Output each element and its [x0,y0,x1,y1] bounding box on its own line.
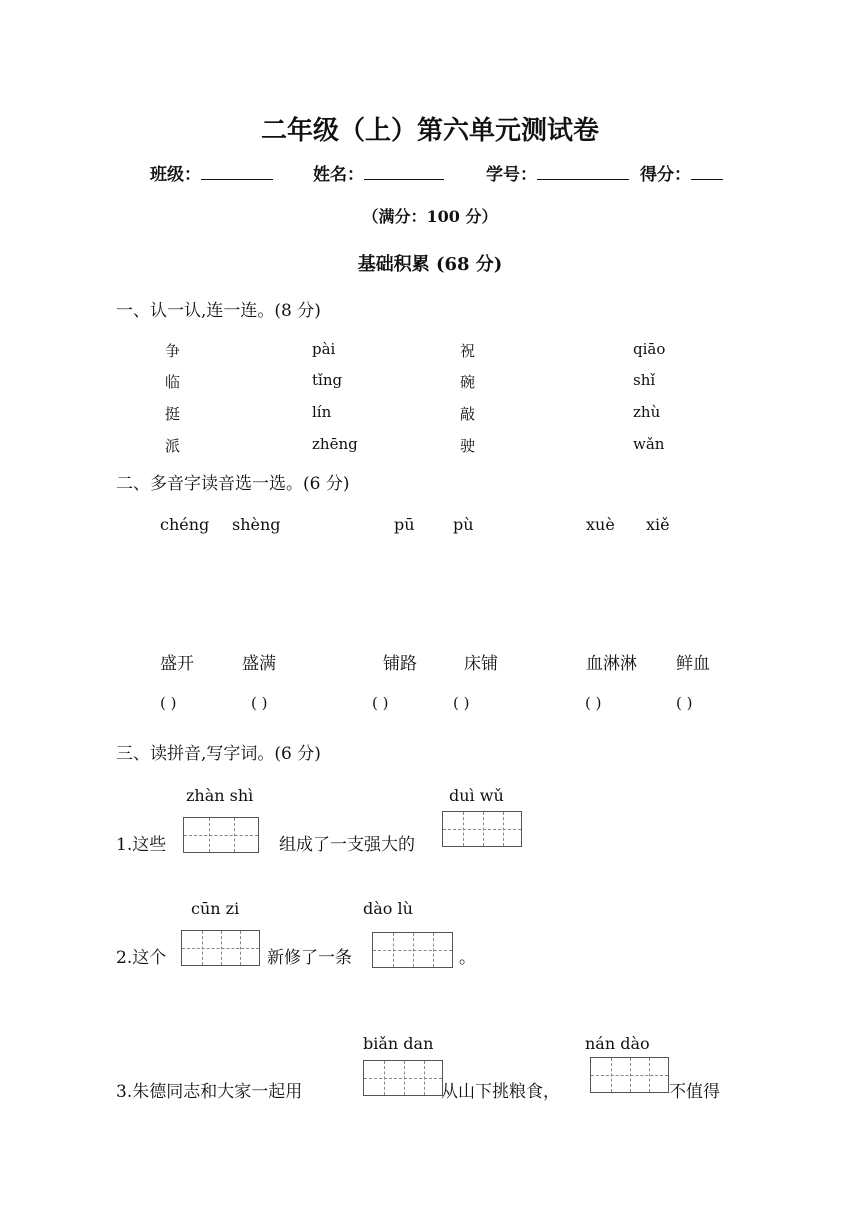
writing-grid[interactable] [590,1057,669,1093]
q3-sentence-prefix: 3.朱德同志和大家一起用 [116,1082,303,1102]
q1-char: 挺 [165,405,181,423]
q1-char: 碗 [460,373,476,391]
q3-sentence-middle: 从山下挑粮食， [441,1082,560,1102]
answer-parentheses[interactable]: ( ) [676,694,693,712]
page-title: 二年级（上）第六单元测试卷 [260,116,599,146]
q2-word: 鲜血 [676,654,710,674]
q1-char: 争 [165,342,181,360]
score-field [640,160,723,185]
q3-pinyin: cūn zi [191,899,240,918]
q3-sentence-middle: 组成了一支强大的 [279,835,415,855]
writing-grid[interactable] [442,811,522,847]
answer-parentheses[interactable]: ( ) [453,694,470,712]
q1-pinyin: lín [312,403,332,421]
answer-parentheses[interactable]: ( ) [372,694,389,712]
section-title: 基础积累 (68 分) [357,254,503,275]
id-field [486,160,629,185]
full-score: （满分：100 分） [362,207,498,226]
name-field [313,160,444,185]
score-label: 得分： [640,165,691,185]
q1-pinyin: qiāo [633,340,666,358]
q1-char: 驶 [460,437,476,455]
id-label: 学号： [486,165,537,185]
q3-sentence-end: 。 [459,948,476,968]
q1-char: 敲 [460,405,476,423]
q1-char: 临 [165,373,181,391]
q3-sentence-end: 不值得 [669,1082,720,1102]
answer-parentheses[interactable]: ( ) [585,694,602,712]
question-3-heading: 三、读拼音,写字词。(6 分) [116,744,321,764]
q1-char: 派 [165,437,181,455]
q3-pinyin: nán dào [585,1034,650,1053]
q2-word: 盛开 [160,654,194,674]
q1-pinyin: zhēng [312,435,358,453]
question-2-heading: 二、多音字读音选一选。(6 分) [116,474,350,494]
writing-grid[interactable] [183,817,259,853]
q1-pinyin: pài [312,340,336,358]
q3-pinyin: duì wǔ [449,786,504,805]
q2-pinyin: pū [394,515,415,534]
q2-pinyin: chéng [160,515,210,534]
q2-pinyin: xiě [646,515,670,534]
q3-sentence-middle: 新修了一条 [267,948,352,968]
class-field [150,160,273,185]
q2-word: 床铺 [464,654,498,674]
question-1-heading: 一、认一认,连一连。(8 分) [116,301,321,321]
q2-word: 血淋淋 [586,654,637,674]
q3-pinyin: dào lù [363,899,413,918]
name-label: 姓名： [313,165,364,185]
q3-pinyin: zhàn shì [186,786,254,805]
class-label: 班级： [150,165,201,185]
q3-sentence-prefix: 2.这个 [116,948,167,968]
answer-parentheses[interactable]: ( ) [251,694,268,712]
name-blank[interactable] [364,161,444,180]
answer-parentheses[interactable]: ( ) [160,694,177,712]
writing-grid[interactable] [181,930,260,966]
score-blank[interactable] [691,161,723,180]
q1-char: 祝 [460,342,476,360]
q2-pinyin: pù [453,515,474,534]
q1-pinyin: tǐng [312,371,343,389]
q2-pinyin: shèng [232,515,281,534]
id-blank[interactable] [537,161,629,180]
q2-word: 盛满 [242,654,276,674]
writing-grid[interactable] [363,1060,443,1096]
writing-grid[interactable] [372,932,453,968]
q2-pinyin: xuè [586,515,615,534]
q1-pinyin: shǐ [633,371,656,389]
q1-pinyin: zhù [633,403,661,421]
q2-word: 铺路 [383,654,417,674]
q3-pinyin: biǎn dan [363,1034,434,1053]
q3-sentence-prefix: 1.这些 [116,835,167,855]
class-blank[interactable] [201,161,273,180]
q1-pinyin: wǎn [633,435,665,453]
